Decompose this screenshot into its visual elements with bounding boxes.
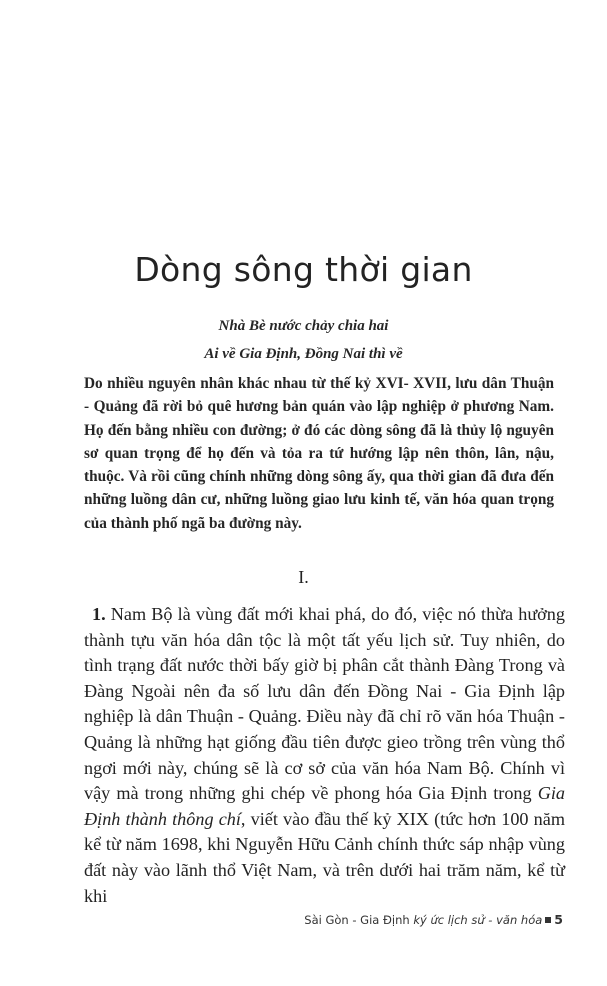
paragraph-number: 1. xyxy=(92,604,106,624)
running-footer xyxy=(304,912,563,927)
footer-book-title: Sài Gòn - Gia Định xyxy=(304,913,410,927)
footer-book-subtitle: ký ức lịch sử - văn hóa xyxy=(413,913,543,927)
chapter-title: Dòng sông thời gian xyxy=(134,250,473,289)
section-heading: I. xyxy=(298,567,309,587)
body-paragraph xyxy=(84,602,565,909)
book-reference-italic: Gia Định thành thông chí xyxy=(84,783,565,829)
intro-paragraph: Do nhiều nguyên nhân khác nhau từ thế kỷ XVI- XVII, lưu dân Thuận - Quảng đã rời bỏ quê hương bản quán vào lập nghiệp ở phương Nam. Họ đến bằng nhiều con đường; ở đó các dòng sông đã là thủy lộ nguyên sơ quan trọng để họ đến và tỏa ra tứ hướng lập nên thôn, lân, nậu, thuộc. Và rồi cũng chính những dòng sông ấy, qua thời gian đã đưa đến những luồng dân cư, những luồng giao lưu kinh tế, văn hóa quan trọng của thành phố ngã ba đường này. xyxy=(84,375,554,532)
epigraph-line-2: Ai về Gia Định, Đồng Nai thì về xyxy=(204,346,403,362)
body-text-part-2: , viết vào đầu thế kỷ XIX (tức hơn 100 năm kể từ năm 1698, khi Nguyễn Hữu Cảnh chính thức sáp nhập vùng đất này vào lãnh thổ Việt Nam, và trên dưới hai trăm năm, kể từ khi xyxy=(84,808,565,906)
page-number: 5 xyxy=(554,912,563,927)
epigraph-line-1: Nhà Bè nước chảy chia hai xyxy=(218,318,389,334)
body-text-part-1: Nam Bộ là vùng đất mới khai phá, do đó, việc nó thừa hưởng thành tựu văn hóa dân tộc là một tất yếu lịch sử. Tuy nhiên, do tình trạng đất nước thời bấy giờ bị phân cắt thành Đàng Trong và Đàng Ngoài nên đa số lưu dân đến Đồng Nai - Gia Định lập nghiệp là dân Thuận - Quảng. Điều này đã chỉ rõ văn hóa Thuận - Quảng là những hạt giống đầu tiên được gieo trồng trên vùng thổ ngơi mới này, chúng sẽ là cơ sở của văn hóa Nam Bộ. Chính vì vậy mà trong những ghi chép về phong hóa Gia Định trong xyxy=(84,604,565,804)
footer-square-icon xyxy=(545,917,551,923)
